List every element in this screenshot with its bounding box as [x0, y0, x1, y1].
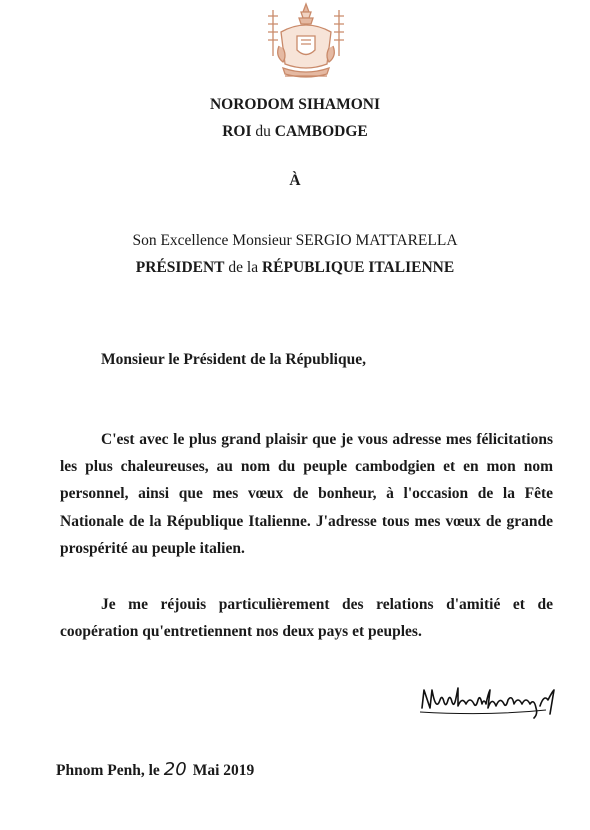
recipient-office: PRÉSIDENT	[135, 259, 225, 276]
royal-arms-of-cambodia-icon	[265, 2, 347, 86]
dateline-day: 20	[163, 759, 187, 780]
body-paragraph-1: C'est avec le plus grand plaisir que je vous adresse mes félicitations les plus chaleureuses, au nom du peuple cambodgien et en mon nom personnel, ainsi que mes vœux de bonheur, à l'occasion de la Fête Nationale de la République Italienne. J'adresse tous mes vœux de grande prospérité au peuple italien.	[60, 431, 553, 557]
dateline-place: Phnom Penh, le	[56, 762, 160, 779]
recipient-connector: de la	[224, 259, 262, 276]
recipient-line-2	[0, 259, 590, 277]
body-paragraph-2: Je me réjouis particulièrement des relations d'amitié et de coopération qu'entretiennent nos deux pays et peuples.	[60, 596, 553, 641]
salutation: Monsieur le Président de la République,	[101, 351, 366, 368]
addressee-marker: À	[289, 172, 301, 189]
sender-name: NORODOM SIHAMONI	[209, 96, 381, 113]
sender-title	[0, 123, 590, 141]
sender-title-suffix: CAMBODGE	[270, 123, 368, 140]
sender-title-prefix: ROI	[222, 123, 256, 140]
recipient-country: RÉPUBLIQUE ITALIENNE	[261, 259, 455, 276]
recipient-honorific: Son Excellence Monsieur	[132, 232, 296, 249]
sender-title-du: du	[255, 123, 271, 140]
dateline	[56, 759, 254, 780]
recipient-line-1	[0, 232, 590, 250]
dateline-month-year: Mai 2019	[192, 762, 255, 779]
recipient-name: SERGIO MATTARELLA	[295, 232, 458, 249]
signature	[418, 686, 558, 720]
